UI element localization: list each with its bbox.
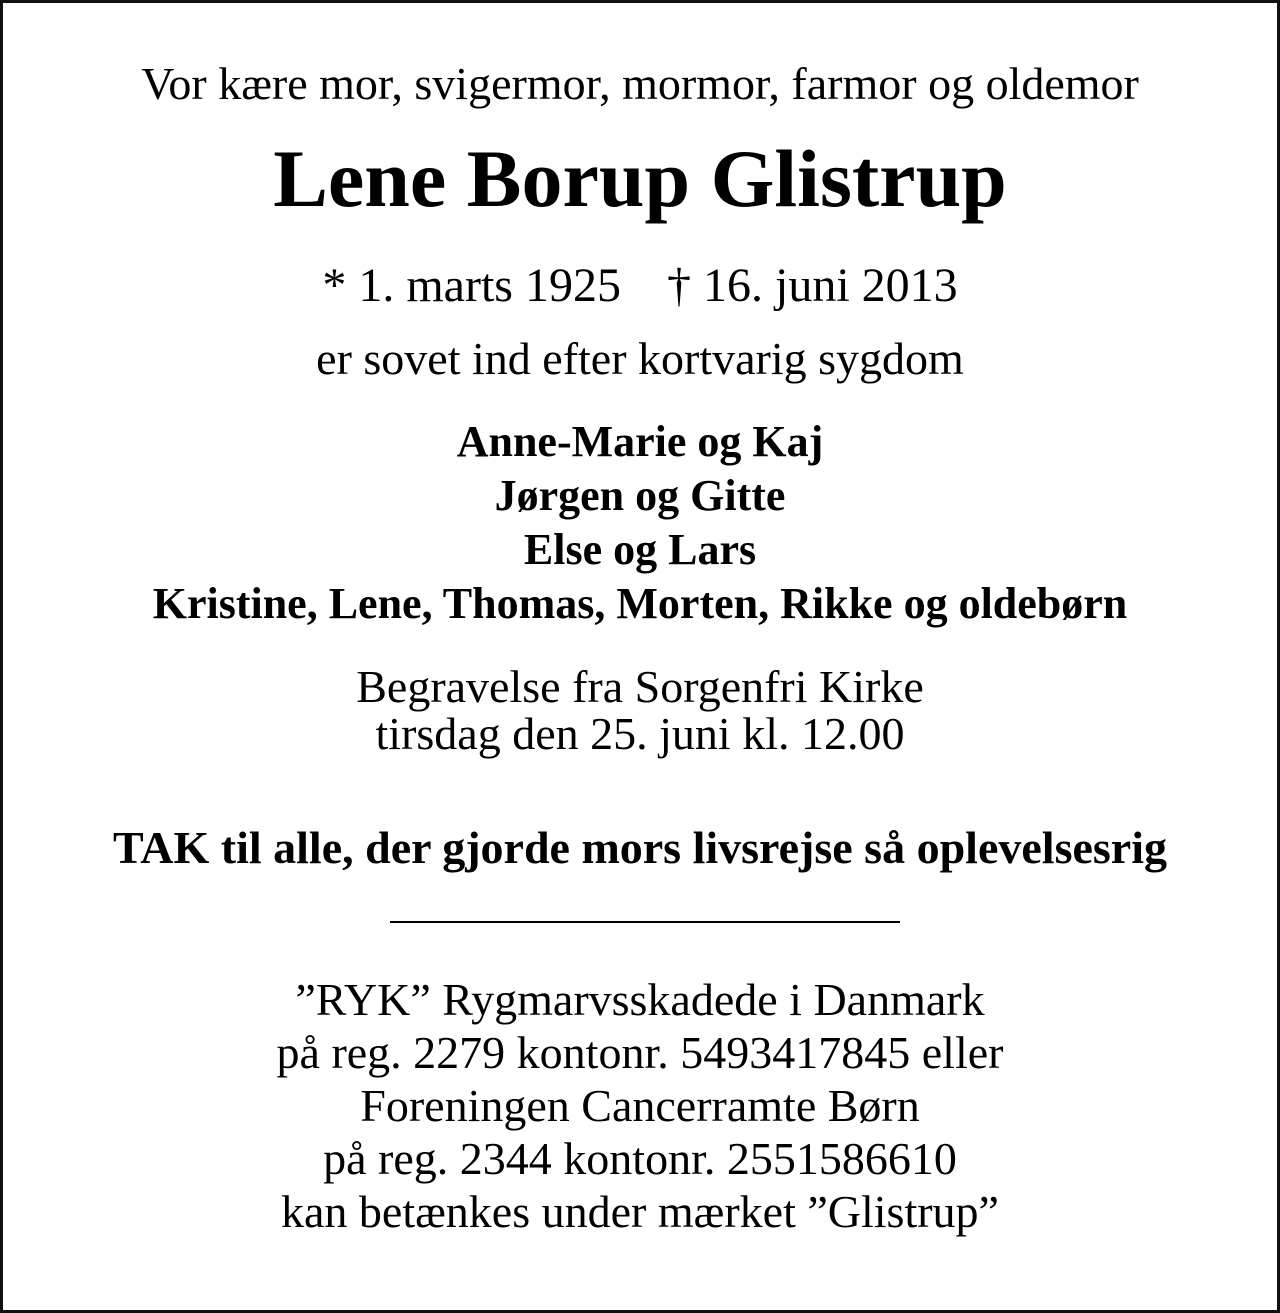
death-statement: er sovet ind efter kortvarig sygdom [316,333,964,384]
family-line: Anne-Marie og Kaj [456,417,824,466]
donation-line: på reg. 2344 kontonr. 2551586610 [323,1133,957,1184]
donation-info [3,973,1277,1238]
donation-line: Foreningen Cancerramte Børn [360,1080,920,1131]
death-date: † 16. juni 2013 [666,259,958,312]
life-dates [3,259,1277,312]
deceased-name: Lene Borup Glistrup [273,133,1007,224]
funeral-location: Begravelse fra Sorgenfri Kirke [356,661,924,712]
birth-date: * 1. marts 1925 [322,259,621,312]
donation-line: kan betænkes under mærket ”Glistrup” [281,1186,999,1237]
funeral-info [3,663,1277,757]
family-names [3,415,1277,631]
family-line: Jørgen og Gitte [494,471,786,520]
family-line: Else og Lars [523,525,757,574]
funeral-time: tirsdag den 25. juni kl. 12.00 [375,708,905,759]
family-line: Kristine, Lene, Thomas, Morten, Rikke og oldebørn [152,579,1128,628]
intro-line: Vor kære mor, svigermor, mormor, farmor og oldemor [141,58,1139,109]
section-divider [390,921,900,923]
thanks-message: TAK til alle, der gjorde mors livsrejse så oplevelsesrig [113,822,1167,873]
donation-line: på reg. 2279 kontonr. 5493417845 eller [276,1027,1004,1078]
donation-line: ”RYK” Rygmarvsskadede i Danmark [295,974,985,1025]
